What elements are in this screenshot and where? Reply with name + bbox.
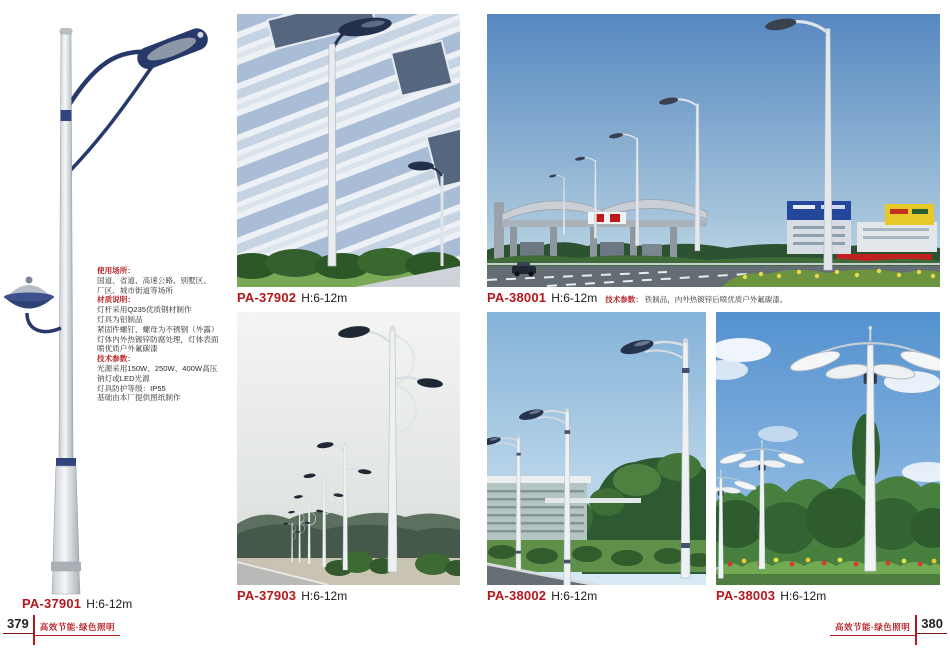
product-label-pa-37902 [237,290,347,305]
product-label-pa-38003 [716,588,826,603]
product-label-pa-38002 [487,588,597,603]
footer-right [830,615,947,645]
product-code: PA-38002 [487,588,547,603]
spec-line: 基础由本厂提供图纸制作 [97,393,181,403]
spec-line: 灯具防护等级：IP55 [97,383,166,393]
spec-line: 灯杆采用Q235优质钢材制作 [97,305,192,315]
product-size: H:6-12m [780,589,827,603]
product-code: PA-37903 [237,588,297,603]
spec-panel [97,266,247,403]
product-size: H:6-12m [301,291,348,305]
product-photo-pa-38001 [487,14,940,287]
spec-line: 喷优质户外氟碳漆 [97,344,158,354]
product-note-text: 铁制品，内外热镀锌后喷优质户外氟碳漆。 [644,295,788,304]
page-number-right: 380 [917,615,947,634]
product-photo-pa-37902 [237,14,460,287]
product-code: PA-38001 [487,290,547,305]
spec-line: 光源采用150W、250W、400W高压 [97,363,218,373]
product-photo-pa-38003 [716,312,940,585]
product-label-pa-37901 [22,596,132,611]
footer-slogan-right: 高效节能·绿色照明 [830,615,915,636]
product-code: PA-37902 [237,290,297,305]
product-size: H:6-12m [301,589,348,603]
product-label-pa-37903 [237,588,347,603]
product-size: H:6-12m [551,291,598,305]
spec-section-title: 使用场所： [97,266,135,275]
spec-section-title: 技术参数： [97,354,135,364]
spec-line: 紧固件螺钉、螺母为不锈钢（外露） [97,324,219,334]
spec-line: 灯具为铝制品 [97,314,143,324]
product-code: PA-37901 [22,596,82,611]
product-photo-pa-37903 [237,312,460,585]
highway-tollgate-photo [487,14,940,287]
spec-line: 国道、省道、高速公路、别墅区、 [97,275,211,285]
product-label-pa-38001 [487,290,787,305]
product-size: H:6-12m [86,597,133,611]
campus-lamps-photo [487,312,706,585]
road-lamps-photo [237,312,460,585]
footer-left [3,615,120,645]
product-code: PA-38003 [716,588,776,603]
spec-line: 钠灯或LED光源 [97,373,150,383]
building-lamp-photo [237,14,460,287]
spec-line: 厂区、城市街道等场所 [97,285,173,295]
product-photo-pa-38002 [487,312,706,585]
garden-lamps-photo [716,312,940,585]
spec-section-title: 材质说明： [97,295,135,305]
product-note-label: 技术参数： [605,295,643,304]
product-size: H:6-12m [551,589,598,603]
footer-slogan-left: 高效节能·绿色照明 [35,615,120,636]
page-number-left: 379 [3,615,33,634]
spec-line: 灯体内外热镀锌防腐处理，灯体表面 [97,334,219,344]
